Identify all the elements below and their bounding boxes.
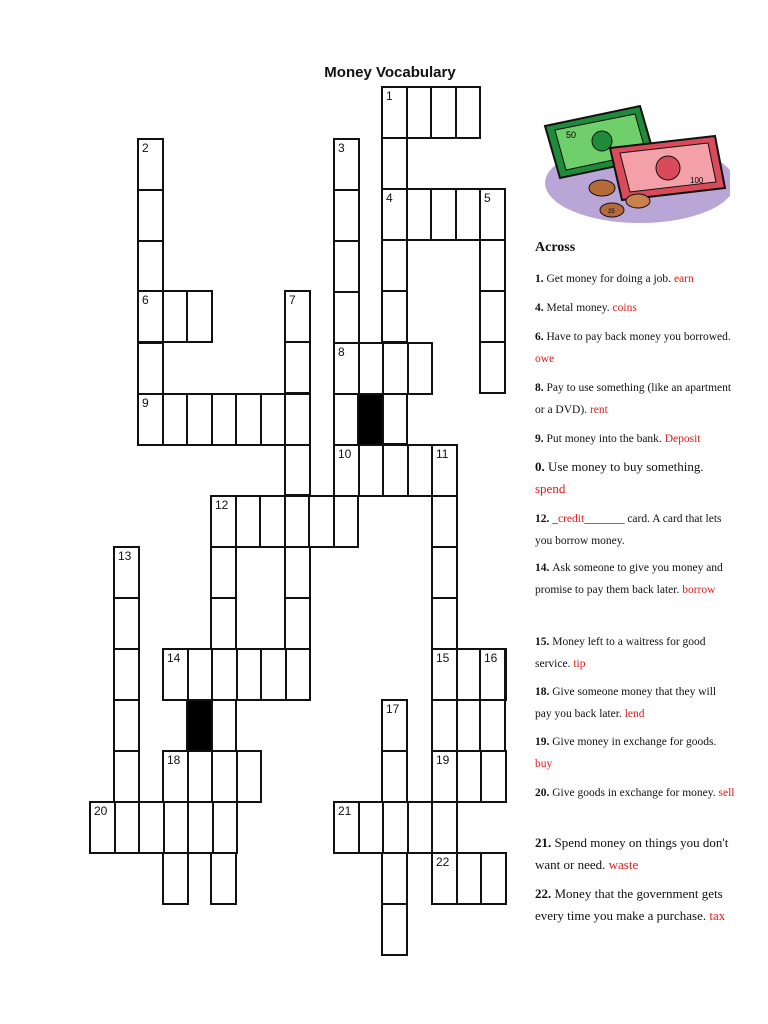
clue-number: 2 bbox=[142, 141, 149, 155]
clue-number-label: 4. bbox=[535, 302, 547, 314]
clue-answer: coins bbox=[612, 302, 637, 314]
clue-number: 7 bbox=[289, 293, 296, 307]
clue-cell-3[interactable] bbox=[333, 138, 360, 191]
clue-cell-11[interactable] bbox=[431, 444, 458, 497]
crossword-cell[interactable] bbox=[113, 750, 140, 803]
crossword-cell[interactable] bbox=[259, 495, 286, 548]
bill-green-label: 50 bbox=[566, 130, 577, 140]
crossword-cell[interactable] bbox=[308, 495, 335, 548]
clue-text: Give goods in exchange for money. bbox=[552, 787, 719, 799]
crossword-cell[interactable] bbox=[211, 648, 238, 701]
clue-cell-9[interactable] bbox=[137, 393, 164, 446]
crossword-cell[interactable] bbox=[479, 699, 506, 752]
clue-number: 3 bbox=[338, 141, 345, 155]
clue-number-label: 19. bbox=[535, 736, 553, 748]
clue-number: 18 bbox=[167, 753, 181, 767]
clue-cell-22[interactable] bbox=[431, 852, 458, 905]
crossword-cell[interactable] bbox=[260, 648, 287, 701]
crossword-cell[interactable] bbox=[381, 239, 408, 292]
clue-item bbox=[535, 508, 735, 552]
clue-number: 13 bbox=[118, 549, 132, 563]
clue-cell-16[interactable] bbox=[479, 648, 506, 701]
crossword-cell[interactable] bbox=[431, 597, 458, 650]
clue-number-label: 15. bbox=[535, 636, 553, 648]
clue-number-label: 18. bbox=[535, 686, 553, 698]
clue-item bbox=[535, 681, 735, 725]
clue-number-label: 0. bbox=[535, 459, 548, 474]
crossword-cell[interactable] bbox=[235, 495, 262, 548]
clue-cell-14[interactable] bbox=[162, 648, 189, 701]
clue-number: 9 bbox=[142, 396, 149, 410]
clue-number: 5 bbox=[484, 191, 491, 205]
crossword-cell[interactable] bbox=[382, 342, 409, 395]
crossword-cell[interactable] bbox=[162, 852, 189, 905]
clue-number-label: 8. bbox=[535, 382, 547, 394]
crossword-cell[interactable] bbox=[381, 137, 408, 190]
clue-number: 17 bbox=[386, 702, 400, 716]
coin-label: 25 bbox=[608, 209, 615, 215]
clue-answer: tip bbox=[573, 658, 586, 670]
clue-text: Money left to a waitress for good service. bbox=[535, 636, 706, 670]
clue-number-label: 14. bbox=[535, 562, 553, 574]
crossword-cell[interactable] bbox=[406, 188, 433, 241]
crossword-cell[interactable] bbox=[284, 393, 311, 446]
clue-item bbox=[535, 731, 735, 775]
crossword-cell[interactable] bbox=[187, 648, 214, 701]
crossword-cell[interactable] bbox=[406, 86, 433, 139]
clue-cell-7[interactable] bbox=[284, 290, 311, 343]
clue-cell-5[interactable] bbox=[479, 188, 506, 241]
crossword-cell[interactable] bbox=[260, 393, 287, 446]
clue-answer: rent bbox=[589, 404, 608, 416]
clue-answer: Deposit bbox=[664, 433, 701, 445]
clue-item bbox=[535, 326, 735, 370]
crossword-cell[interactable] bbox=[235, 393, 262, 446]
crossword-cell[interactable] bbox=[333, 393, 360, 446]
crossword-cell[interactable] bbox=[333, 291, 360, 344]
crossword-cell[interactable] bbox=[212, 801, 239, 854]
crossword-cell[interactable] bbox=[186, 393, 213, 446]
clue-text: Pay to use something (like an apartment or a DVD). bbox=[535, 382, 732, 416]
clue-text: Put money into the bank. bbox=[546, 433, 665, 445]
crossword-cell[interactable] bbox=[479, 290, 506, 343]
crossword-cell[interactable] bbox=[211, 393, 238, 446]
crossword-cell[interactable] bbox=[431, 801, 458, 854]
clue-number-label: 20. bbox=[535, 787, 553, 799]
crossword-cell[interactable] bbox=[381, 750, 408, 803]
clue-cell-19[interactable] bbox=[431, 750, 458, 803]
clue-text: Ask someone to give you money and promise to pay them back later. bbox=[535, 562, 723, 596]
clue-answer: earn bbox=[673, 273, 694, 285]
crossword-cell[interactable] bbox=[236, 648, 263, 701]
clue-text: Use money to buy something. bbox=[548, 459, 704, 474]
crossword-cell[interactable] bbox=[284, 546, 311, 599]
clue-item bbox=[535, 832, 735, 876]
crossword-cell[interactable] bbox=[333, 189, 360, 242]
clue-number: 15 bbox=[436, 651, 450, 665]
crossword-cell[interactable] bbox=[381, 290, 408, 343]
crossword-cell[interactable] bbox=[162, 393, 189, 446]
clue-answer: waste bbox=[608, 857, 639, 872]
crossword-cell[interactable] bbox=[284, 443, 311, 496]
clue-cell-6[interactable] bbox=[137, 290, 164, 343]
crossword-cell[interactable] bbox=[431, 546, 458, 599]
clue-text: Give someone money that they will pay you back later. bbox=[535, 686, 717, 720]
crossword-cell[interactable] bbox=[430, 86, 457, 139]
crossword-cell[interactable] bbox=[358, 444, 385, 497]
crossword-cell[interactable] bbox=[210, 852, 237, 905]
clue-number: 20 bbox=[94, 804, 108, 818]
crossword-cell[interactable] bbox=[381, 903, 408, 956]
clue-number-label: 12. bbox=[535, 513, 553, 525]
crossword-cell[interactable] bbox=[455, 188, 482, 241]
crossword-cell[interactable] bbox=[186, 290, 213, 343]
crossword-cell[interactable] bbox=[407, 801, 434, 854]
page-title: Money Vocabulary bbox=[324, 64, 456, 81]
crossword-cell[interactable] bbox=[407, 342, 434, 395]
clue-cell-1[interactable] bbox=[381, 86, 408, 139]
clue-answer: sell bbox=[718, 787, 735, 799]
crossword-cell[interactable] bbox=[431, 699, 458, 752]
clue-item bbox=[535, 428, 735, 450]
clue-number: 19 bbox=[436, 753, 450, 767]
clue-number-label: 22. bbox=[535, 886, 555, 901]
crossword-cell[interactable] bbox=[137, 240, 164, 293]
clue-cell-13[interactable] bbox=[113, 546, 140, 599]
clue-cell-18[interactable] bbox=[162, 750, 189, 803]
clue-item bbox=[535, 268, 735, 290]
clue-number: 12 bbox=[215, 498, 229, 512]
clue-number: 8 bbox=[338, 345, 345, 359]
crossword-cell[interactable] bbox=[456, 852, 483, 905]
crossword-cell[interactable] bbox=[382, 801, 409, 854]
crossword-cell[interactable] bbox=[284, 597, 311, 650]
crossword-cell[interactable] bbox=[210, 597, 237, 650]
clue-number: 11 bbox=[436, 447, 449, 461]
clue-text: Metal money. bbox=[546, 302, 613, 314]
crossword-cell[interactable] bbox=[479, 239, 506, 292]
crossword-cell[interactable] bbox=[236, 750, 263, 803]
clue-text: Give money in exchange for goods. bbox=[552, 736, 717, 748]
crossword-cell[interactable] bbox=[187, 750, 214, 803]
clue-item bbox=[535, 456, 735, 500]
clue-number-label: 1. bbox=[535, 273, 547, 285]
clue-number: 14 bbox=[167, 651, 181, 665]
clue-cell-12[interactable] bbox=[210, 495, 237, 548]
crossword-cell[interactable] bbox=[113, 699, 140, 752]
clue-text: Get money for doing a job. bbox=[546, 273, 674, 285]
clue-cell-20[interactable] bbox=[89, 801, 116, 854]
clue-number: 6 bbox=[142, 293, 149, 307]
crossword-cell[interactable] bbox=[162, 290, 189, 343]
clue-number: 22 bbox=[436, 855, 450, 869]
crossword-cell[interactable] bbox=[407, 444, 434, 497]
crossword-cell[interactable] bbox=[285, 648, 312, 701]
crossword-cell[interactable] bbox=[381, 392, 408, 445]
bill-red-label: 100 bbox=[690, 176, 704, 185]
clue-item bbox=[535, 631, 735, 675]
clue-answer: owe bbox=[535, 353, 555, 365]
crossword-cell[interactable] bbox=[358, 342, 385, 395]
blocked-cell bbox=[357, 393, 384, 446]
crossword-cell[interactable] bbox=[284, 341, 311, 394]
clue-answer: credit bbox=[558, 513, 585, 525]
clue-number-label: 6. bbox=[535, 331, 547, 343]
crossword-cell[interactable] bbox=[210, 546, 237, 599]
clue-item bbox=[535, 377, 735, 421]
crossword-cell[interactable] bbox=[137, 342, 164, 395]
clue-cell-10[interactable] bbox=[333, 444, 360, 497]
clue-cell-8[interactable] bbox=[333, 342, 360, 395]
crossword-cell[interactable] bbox=[137, 189, 164, 242]
clues-heading: Across bbox=[535, 240, 576, 255]
clue-item bbox=[535, 782, 735, 804]
clue-cell-17[interactable] bbox=[381, 699, 408, 752]
crossword-cell[interactable] bbox=[382, 444, 409, 497]
crossword-cell[interactable] bbox=[456, 750, 483, 803]
clue-item bbox=[535, 557, 735, 601]
clue-item bbox=[535, 883, 735, 927]
clue-cell-21[interactable] bbox=[333, 801, 360, 854]
clue-text: _credit_______ card. A card that lets you borrow money. bbox=[535, 513, 722, 547]
crossword-cell[interactable] bbox=[113, 597, 140, 650]
blocked-cell bbox=[186, 699, 213, 752]
clue-cell-2[interactable] bbox=[137, 138, 164, 191]
clue-answer: lend bbox=[624, 708, 645, 720]
clue-item bbox=[535, 297, 735, 319]
clue-number: 16 bbox=[484, 651, 498, 665]
crossword-cell[interactable] bbox=[187, 801, 214, 854]
clue-answer: tax bbox=[709, 908, 726, 923]
crossword-cell[interactable] bbox=[381, 852, 408, 905]
crossword-cell[interactable] bbox=[431, 495, 458, 548]
crossword-cell[interactable] bbox=[455, 86, 482, 139]
crossword-cell[interactable] bbox=[480, 852, 507, 905]
clue-text: Have to pay back money you borrowed. bbox=[546, 331, 731, 343]
money-illustration-icon bbox=[530, 98, 730, 228]
clue-answer: spend bbox=[535, 481, 566, 496]
clue-answer: borrow bbox=[682, 584, 716, 596]
crossword-cell[interactable] bbox=[358, 801, 385, 854]
clue-cell-15[interactable] bbox=[431, 648, 458, 701]
crossword-cell[interactable] bbox=[138, 801, 165, 854]
clue-number-label: 9. bbox=[535, 433, 547, 445]
crossword-cell[interactable] bbox=[163, 801, 190, 854]
crossword-cell[interactable] bbox=[284, 495, 311, 548]
crossword-cell[interactable] bbox=[333, 240, 360, 293]
clue-text: Spend money on things you don't want or need. bbox=[535, 835, 729, 872]
crossword-cell[interactable] bbox=[113, 648, 140, 701]
clue-cell-4[interactable] bbox=[381, 188, 408, 241]
crossword-cell[interactable] bbox=[210, 699, 237, 752]
crossword-cell[interactable] bbox=[211, 750, 238, 803]
clue-text: Money that the government gets every time you make a purchase. bbox=[535, 886, 723, 923]
crossword-cell[interactable] bbox=[333, 495, 360, 548]
clue-number: 10 bbox=[338, 447, 352, 461]
crossword-cell[interactable] bbox=[479, 341, 506, 394]
clue-number: 21 bbox=[338, 804, 352, 818]
crossword-cell[interactable] bbox=[430, 188, 457, 241]
clue-number: 4 bbox=[386, 191, 393, 205]
clue-number-label: 21. bbox=[535, 835, 555, 850]
clue-number: 1 bbox=[386, 89, 393, 103]
crossword-cell[interactable] bbox=[114, 801, 141, 854]
crossword-cell[interactable] bbox=[480, 750, 507, 803]
clue-answer: buy bbox=[535, 758, 553, 770]
